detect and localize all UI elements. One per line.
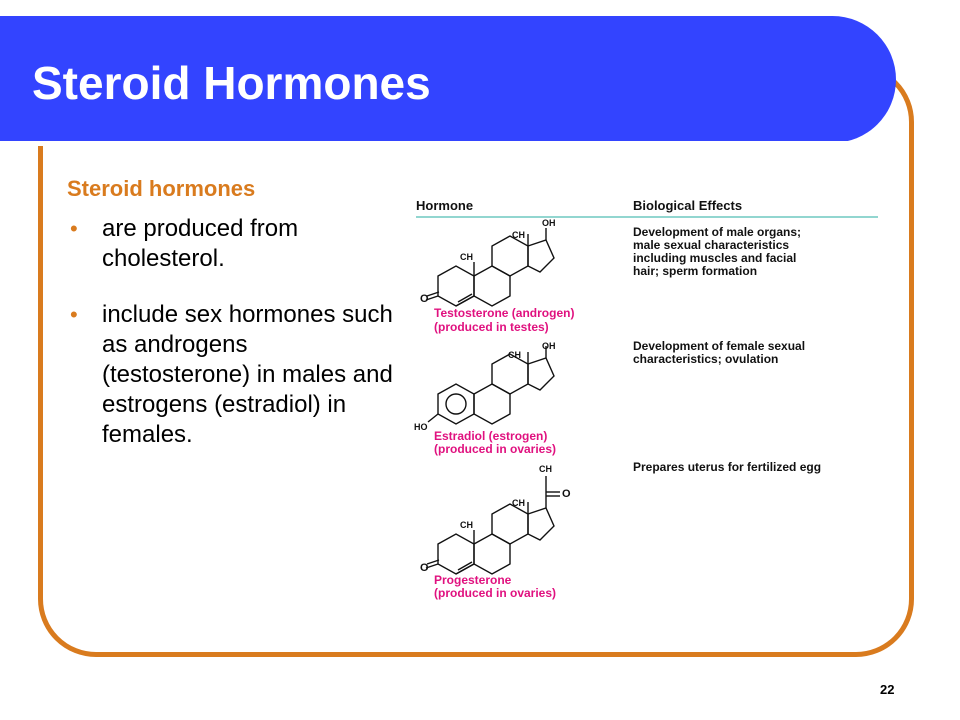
o-label: O — [420, 293, 429, 305]
bullet-item — [67, 300, 397, 450]
ho-label: HO — [414, 422, 428, 432]
effect-line: male sexual characteristics — [633, 238, 790, 252]
hormone-name: Estradiol (estrogen) — [434, 429, 548, 443]
bullet-text: are produced from cholesterol. — [102, 215, 299, 272]
progesterone-structure — [426, 476, 560, 574]
estradiol-structure — [428, 346, 554, 424]
oh-label: OH — [542, 341, 556, 351]
o-label: O — [562, 488, 571, 500]
effect-line: characteristics; ovulation — [633, 352, 779, 366]
ch3-label: CH — [460, 520, 473, 530]
hormone-table-figure — [408, 188, 886, 610]
effect-line: including muscles and facial — [633, 251, 797, 265]
oh-label: OH — [542, 218, 556, 228]
ch3-label: CH — [460, 252, 473, 262]
subheading: Steroid hormones — [67, 176, 256, 201]
bullet-list — [67, 214, 397, 450]
hormone-source: (produced in testes) — [434, 320, 549, 334]
ch3-label: CH — [508, 350, 521, 360]
ch3-label: CH — [512, 498, 525, 508]
o-label: O — [420, 562, 429, 574]
hormone-table-svg — [408, 188, 886, 610]
effect-line: Prepares uterus for fertilized egg — [633, 460, 822, 474]
effect-line: hair; sperm formation — [633, 264, 758, 278]
header-hormone: Hormone — [416, 198, 474, 213]
hormone-name: Progesterone — [434, 573, 512, 587]
bullet-icon: • — [70, 302, 78, 327]
slide-title: Steroid Hormones — [32, 57, 431, 109]
text-column — [67, 176, 397, 476]
title-underline — [0, 141, 848, 146]
bullet-icon: • — [70, 216, 78, 241]
title-bar — [0, 16, 896, 143]
hormone-name: Testosterone (androgen) — [434, 306, 575, 320]
effect-line: Development of female sexual — [633, 339, 806, 353]
ch3-label: CH — [512, 230, 525, 240]
testosterone-structure — [426, 228, 554, 306]
header-effects: Biological Effects — [633, 198, 743, 213]
slide-number: 22 — [880, 682, 895, 697]
bullet-item — [67, 214, 397, 274]
hormone-source: (produced in ovaries) — [434, 586, 557, 600]
hormone-source: (produced in ovaries) — [434, 442, 557, 456]
ch3-label: CH — [539, 464, 552, 474]
bullet-text: include sex hormones such as androgens (testosterone) in males and estrogens (estradiol) in females. — [102, 301, 393, 448]
effect-line: Development of male organs; — [633, 225, 802, 239]
